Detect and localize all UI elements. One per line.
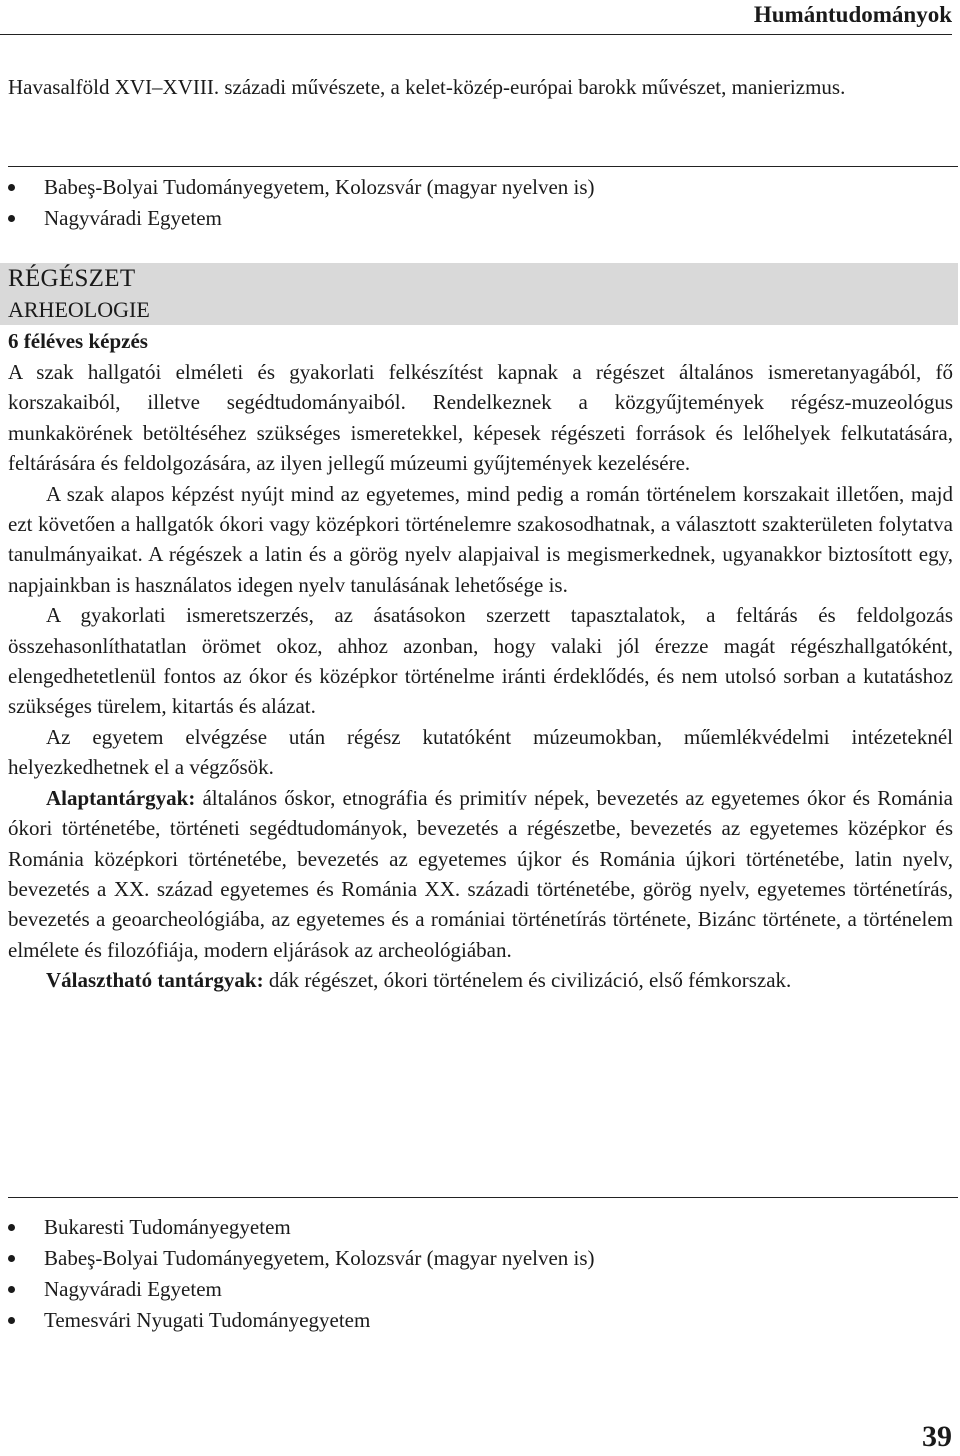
list-item: Bukaresti Tudományegyetem [0,1212,595,1243]
page-number: 39 [922,1420,952,1453]
section-body [8,357,953,996]
training-duration: 6 féléves képzés [8,329,148,353]
list-item: Temesvári Nyugati Tudományegyetem [0,1305,595,1336]
paragraph-training: A szak alapos képzést nyújt mind az egyetemes, mind pedig a román történelem korszakait illetően, majd ezt követően a hallgatók ókori vagy középkori történelemre szakosodhatnak, a választott szakterületen folytatva tanulmányaikat. A régészek a latin és a görög nyelv alapjaival is megismerkednek, ugyanakkor biztosított egy, napjainkban is használatos idegen nyelv tanulásának lehetősége is. [8,481,953,597]
running-header [0,0,952,35]
section-title: RÉGÉSZET [8,265,136,292]
university-list-top [0,172,595,234]
core-subjects-label: Alaptantárgyak: [46,785,196,810]
intro-text: Havasalföld XVI–XVIII. századi művészete, a kelet-közép-európai barokk művészet, manierizmus. [8,75,846,99]
elective-subjects-label: Választható tantárgyak: [46,968,264,993]
paragraph-description: A szak hallgatói elméleti és gyakorlati felkészítést kapnak a régészet általános ismeretanyagából, fő korszakaiból, illetve segédtudományaiból. Rendelkeznek a közgyűjtemények régész-muzeológus munkakörének betöltéséhez szükséges ismeretekkel, képesek régészeti források és lelőhelyek felkutatására, feltárására és feldolgozására, az ilyen jellegű múzeumi gyűjtemények kezelésére. [8,360,953,476]
section-subtitle: ARHEOLOGIE [8,297,150,322]
core-subjects [8,783,953,965]
divider-top [8,166,958,167]
core-subjects-text: általános őskor, etnográfia és primitív népek, bevezetés az egyetemes ókor és Románia ókori történetébe, történeti segédtudományok, bevezetés a régészetbe, bevezetés az egyetemes középkor és Románia középkori történetébe, bevezetés az egyetemes újkor és Románia újkori történetébe, latin nyelv, bevezetés a XX. század egyetemes és Románia XX. századi történetébe, görög nyelv, egyetemes történetírás, bevezetés a geoarcheológiába, az egyetemes és a romániai történetírás története, Bizánc története, a történelem elmélete és filozófiája, modern eljárások az archeológiában. [8,785,954,962]
elective-subjects-text: dák régészet, ókori történelem és civilizáció, első fémkorszak. [268,968,792,993]
list-item: Babeş-Bolyai Tudományegyetem, Kolozsvár (magyar nyelven is) [0,172,595,203]
elective-subjects [8,965,953,995]
university-list-bottom [0,1212,595,1336]
list-item: Nagyváradi Egyetem [0,1274,595,1305]
running-header-title: Humántudományok [753,2,952,27]
paragraph-practice: A gyakorlati ismeretszerzés, az ásatásokon szerzett tapasztalatok, a feltárás és feldolgozás összehasonlíthatatlan örömet okoz, ahhoz azonban, hogy valaki jól érezze magát régészhallgatóként, elengedhetetlenül fontos az ókor és középkor történelme iránti érdeklődés, és nem utolsó sorban a kutatáshoz szükséges türelem, kitartás és alázat. [8,603,953,719]
list-item: Nagyváradi Egyetem [0,203,595,234]
divider-bottom [8,1197,958,1198]
paragraph-career: Az egyetem elvégzése után régész kutatóként múzeumokban, műemlékvédelmi intézeteknél helyezkedhetnek el a végzősök. [8,724,953,780]
list-item: Babeş-Bolyai Tudományegyetem, Kolozsvár (magyar nyelven is) [0,1243,595,1274]
